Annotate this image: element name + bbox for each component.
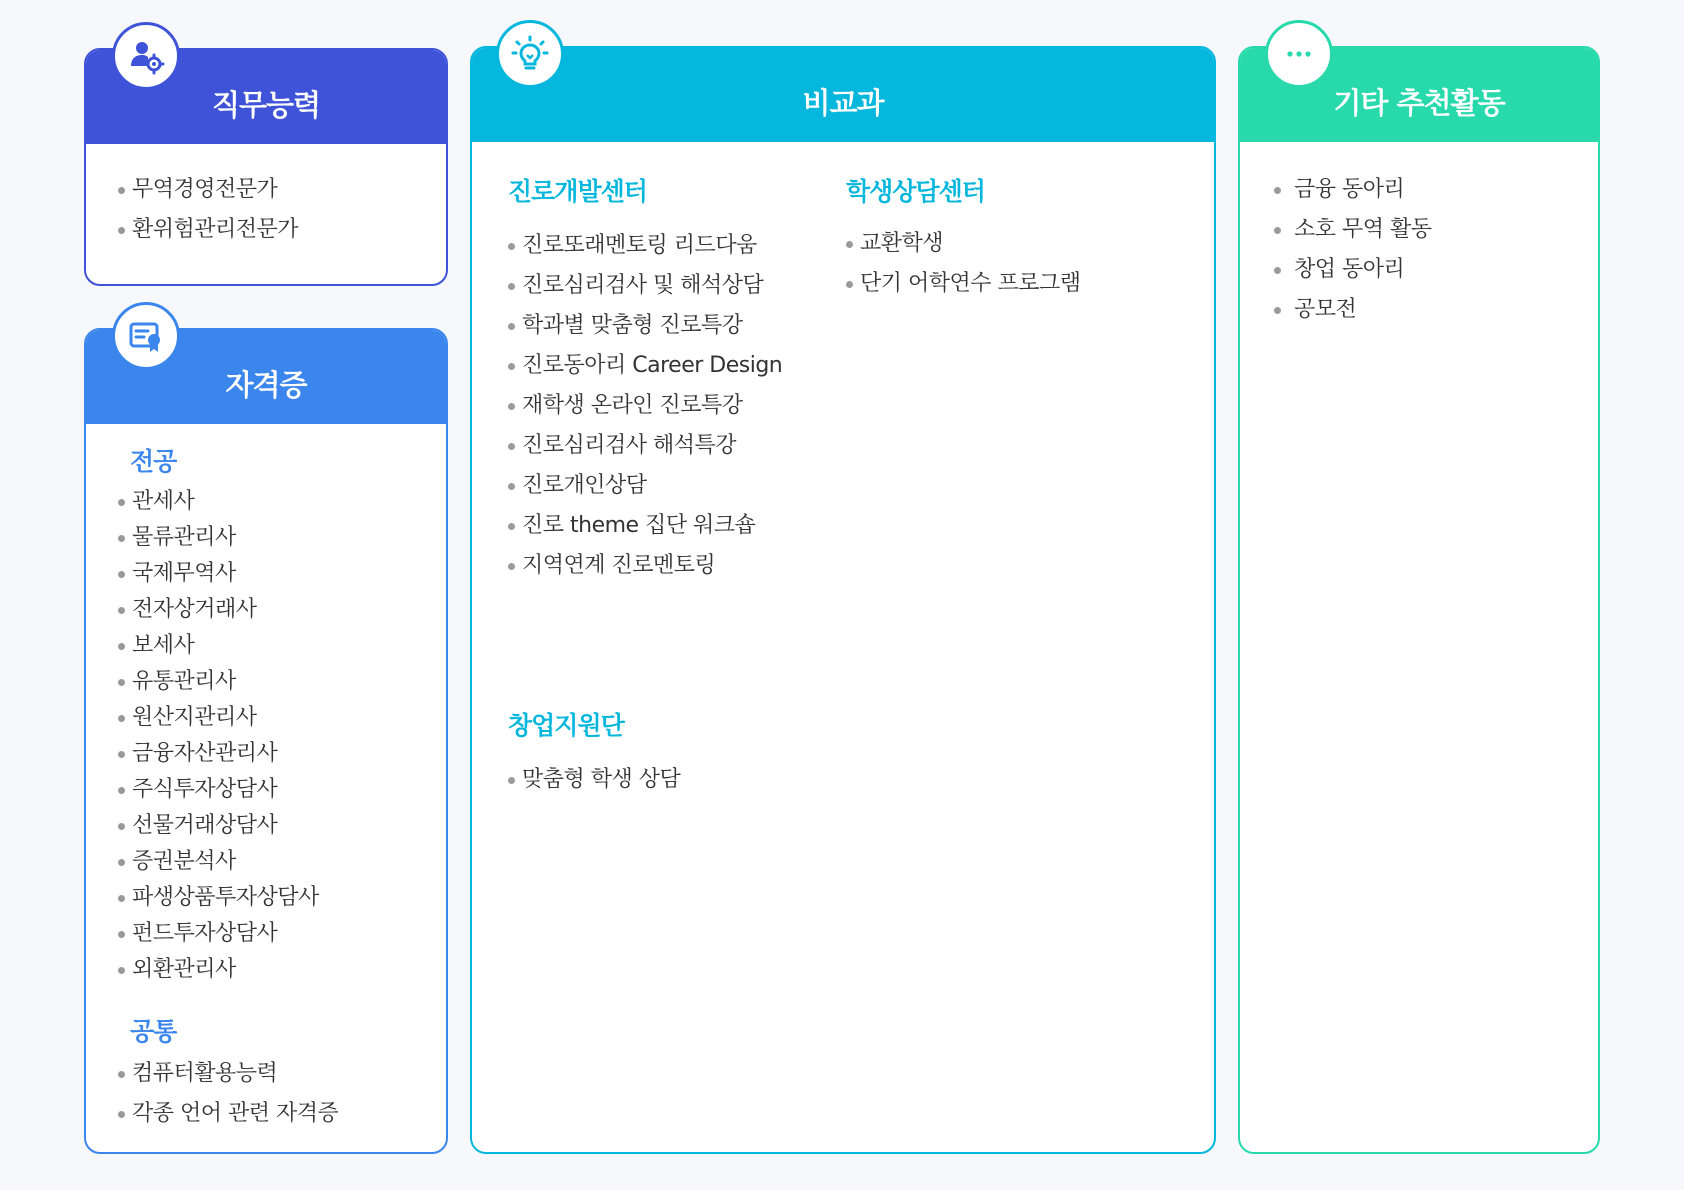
list-item: 소호 무역 활동 bbox=[1274, 210, 1598, 250]
career-center-list bbox=[508, 226, 782, 586]
startup-support-heading: 창업지원단 bbox=[508, 711, 624, 740]
list-item: 국제무역사 bbox=[118, 556, 446, 592]
list-item: 전자상거래사 bbox=[118, 592, 446, 628]
major-heading: 전공 bbox=[130, 447, 177, 476]
list-item: 보세사 bbox=[118, 628, 446, 664]
lightbulb-icon bbox=[496, 20, 564, 88]
list-item: 단기 어학연수 프로그램 bbox=[846, 264, 1081, 304]
list-item: 진로 theme 집단 워크숍 bbox=[508, 506, 782, 546]
certificates-title: 자격증 bbox=[86, 330, 446, 424]
list-item: 진로심리검사 해석특강 bbox=[508, 426, 782, 466]
list-item: 창업 동아리 bbox=[1274, 250, 1598, 290]
list-item: 진로또래멘토링 리드다움 bbox=[508, 226, 782, 266]
extracurricular-card bbox=[470, 46, 1216, 1154]
list-item: 공모전 bbox=[1274, 290, 1598, 330]
certificates-card bbox=[84, 328, 448, 1154]
list-item: 주식투자상담사 bbox=[118, 772, 446, 808]
list-item: 무역경영전문가 bbox=[118, 170, 446, 210]
list-item: 선물거래상담사 bbox=[118, 808, 446, 844]
common-certificates-list bbox=[86, 1054, 446, 1134]
list-item: 교환학생 bbox=[846, 224, 1081, 264]
list-item: 펀드투자상담사 bbox=[118, 916, 446, 952]
list-item: 각종 언어 관련 자격증 bbox=[118, 1094, 446, 1134]
more-dots-icon bbox=[1265, 20, 1333, 88]
extracurricular-title: 비교과 bbox=[472, 48, 1214, 142]
job-skills-title: 직무능력 bbox=[86, 50, 446, 144]
other-activities-card bbox=[1238, 46, 1600, 1154]
major-certificates-list bbox=[86, 484, 446, 988]
list-item: 진로심리검사 및 해석상담 bbox=[508, 266, 782, 306]
list-item: 컴퓨터활용능력 bbox=[118, 1054, 446, 1094]
user-gear-icon bbox=[112, 22, 180, 90]
list-item: 금융자산관리사 bbox=[118, 736, 446, 772]
list-item: 외환관리사 bbox=[118, 952, 446, 988]
list-item: 증권분석사 bbox=[118, 844, 446, 880]
list-item: 환위험관리전문가 bbox=[118, 210, 446, 250]
list-item: 재학생 온라인 진로특강 bbox=[508, 386, 782, 426]
list-item: 파생상품투자상담사 bbox=[118, 880, 446, 916]
job-skills-list bbox=[86, 144, 446, 250]
list-item: 물류관리사 bbox=[118, 520, 446, 556]
startup-support-list bbox=[508, 760, 680, 800]
list-item: 지역연계 진로멘토링 bbox=[508, 546, 782, 586]
certificate-icon bbox=[112, 302, 180, 370]
counseling-center-heading: 학생상담센터 bbox=[846, 177, 985, 206]
list-item: 금융 동아리 bbox=[1274, 170, 1598, 210]
list-item: 진로개인상담 bbox=[508, 466, 782, 506]
list-item: 유통관리사 bbox=[118, 664, 446, 700]
career-center-heading: 진로개발센터 bbox=[508, 177, 647, 206]
common-heading: 공통 bbox=[130, 1017, 177, 1046]
other-activities-list bbox=[1240, 142, 1598, 330]
list-item: 관세사 bbox=[118, 484, 446, 520]
list-item: 학과별 맞춤형 진로특강 bbox=[508, 306, 782, 346]
list-item: 진로동아리 Career Design bbox=[508, 346, 782, 386]
list-item: 맞춤형 학생 상담 bbox=[508, 760, 680, 800]
other-activities-title: 기타 추천활동 bbox=[1240, 48, 1598, 142]
list-item: 원산지관리사 bbox=[118, 700, 446, 736]
counseling-center-list bbox=[846, 224, 1081, 304]
